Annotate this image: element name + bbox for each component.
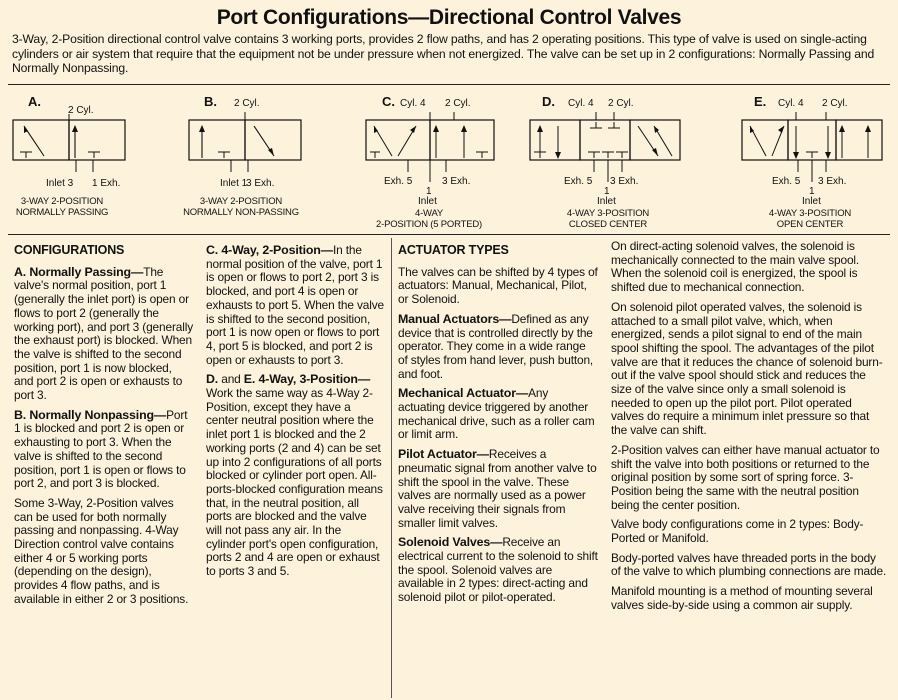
diagram-b-caption-line2: NORMALLY NON-PASSING	[183, 207, 299, 218]
intro-paragraph: 3-Way, 2-Position directional control valve contains 3 working ports, provides 2 flow paths, and has 2 operating positions. This type of valve is used on single-acting cylinders or air system that require that the equipment not be under pressure when not energized. The valve can be set up in 2 configurations: Normally Passing and Normally Nonpassing.	[12, 32, 875, 76]
diagram-d-port-2: 2 Cyl.	[608, 98, 634, 109]
diagram-e-port-4: Cyl. 4	[778, 98, 804, 109]
manifold-paragraph: Manifold mounting is a method of mounting several valves side-by-side using a common air supply.	[611, 584, 873, 612]
diagram-c-caption	[354, 208, 504, 230]
manual-actuators-paragraph	[398, 313, 598, 382]
config-de-text: Work the same way as 4-Way 2-Position, except they have a center neutral position where the inlet port 1 is blocked and the 2 working ports (2 and 4) can be set up into 2 configurations of all ports blocked or cylinder port open. All-ports-blocked configuration means that, in the neutral position, all ports are blocked and the valve will not pass any air. In the cylinder port's open configuration, ports 2 and 4 are open or exhaust to ports 3 and 5.	[206, 386, 383, 579]
actuator-intro: The valves can be shifted by 4 types of actuators: Manual, Mechanical, Pilot, or Solenoid.	[398, 264, 598, 307]
diagram-b-letter: B.	[204, 94, 217, 109]
solenoid-valves-title: Solenoid Valves—	[398, 535, 503, 550]
diagram-b-port-2: 2 Cyl.	[234, 98, 260, 109]
config-a-title: A. Normally Passing—	[14, 264, 144, 279]
diagram-d-caption-line2: CLOSED CENTER	[568, 219, 648, 230]
diagram-d-port-3: 3 Exh.	[610, 176, 639, 187]
diagram-b-caption-line1: 3-WAY 2-POSITION	[199, 196, 283, 207]
diagram-a-caption-line2: NORMALLY PASSING	[15, 207, 109, 218]
mechanical-actuator-text: Any actuating device triggered by another mechanical drive, such as a roller cam or limit arm.	[398, 386, 595, 442]
diagram-a-caption	[12, 196, 112, 218]
text-columns	[0, 238, 898, 698]
config-de-and: and	[218, 372, 244, 387]
pilot-actuator-title: Pilot Actuator—	[398, 447, 489, 462]
body-configurations-paragraph: Valve body configurations come in 2 types: Body-Ported or Manifold.	[611, 517, 864, 546]
body-ported-paragraph: Body-ported valves have threaded ports in the body of the valve to which plumbing connections are made.	[611, 550, 887, 579]
pilot-actuator-paragraph	[398, 448, 598, 530]
diagram-b-port-1: Inlet 1	[220, 178, 248, 189]
diagram-a-port-2: 2 Cyl.	[68, 105, 94, 116]
diagram-c-port-4: Cyl. 4	[400, 98, 426, 109]
manual-actuators-text: Defined as any device that is controlled directly by the operator. They come in a wide range of styles from hand lever, push button, and foot.	[398, 311, 594, 381]
diagram-e-caption	[740, 208, 880, 230]
diagram-d	[518, 92, 702, 232]
manual-actuators-title: Manual Actuators—	[398, 311, 512, 326]
diagram-e-inlet: Inlet	[802, 196, 821, 207]
diagram-e-caption-line1: 4-WAY 3-POSITION	[768, 208, 852, 219]
diagram-e	[728, 92, 898, 232]
diagram-d-port-4: Cyl. 4	[568, 98, 594, 109]
page-title: Port Configurations—Directional Control Valves	[216, 6, 682, 29]
diagram-b-caption	[176, 196, 306, 218]
config-summary-paragraph: Some 3-Way, 2-Position valves can be used for both normally passing and nonpassing. 4-Way Direction control valve contains either 4 or 5 working ports (depending on the design), provides 4 flow paths, and is available in either 2 or 3 positions.	[14, 495, 189, 606]
solenoid-valves-text: Receive an electrical current to the solenoid to shift the spool. Solenoid valves are available in 2 types: direct-acting and solenoid pilot or pilot-operated.	[398, 535, 598, 605]
diagram-d-port-1: 1	[604, 186, 610, 197]
diagram-c-inlet: Inlet	[418, 196, 437, 207]
diagram-c-port-3: 3 Exh.	[442, 176, 471, 187]
diagram-c-caption-line2: 2-POSITION (5 PORTED)	[376, 219, 482, 230]
two-position-paragraph: 2-Position valves can either have manual actuator to shift the valve into both positions or returned to the original position by some sort of spring force. 3-Position being the same with the neutral position being the center position.	[611, 442, 880, 512]
diagram-d-port-5: Exh. 5	[564, 176, 593, 187]
direct-acting-paragraph: On direct-acting solenoid valves, the solenoid is mechanically connected to the main valve spool. When the solenoid coil is energized, the spool is shifted due to mechanical connection.	[611, 239, 860, 295]
column-divider	[391, 238, 392, 698]
config-a-text: The valve's normal position, port 1 (generally the inlet port) is open or flows to port 2 (generally the working port), and port 3 (generally the exhaust port) is blocked. When the valve is shifted to the second position, port 1 is now blocked, and port 2 is open or exhausts to port 3.	[14, 264, 193, 403]
config-de-paragraph	[206, 373, 384, 579]
config-e-title: E. 4-Way, 3-Position—	[243, 372, 371, 387]
config-c-paragraph	[206, 244, 384, 367]
config-b-text: Port 1 is blocked and port 2 is open or exhausting to port 3. When the valve is shifted to the second position, port 1 is open or flows to port 2, and port 3 is blocked.	[14, 407, 188, 491]
mechanical-actuator-title: Mechanical Actuator—	[398, 386, 529, 401]
diagram-d-letter: D.	[542, 94, 555, 109]
diagram-a-port-3: Inlet 3	[46, 178, 74, 189]
column-actuators	[398, 244, 598, 611]
diagram-c-port-5: Exh. 5	[384, 176, 413, 187]
diagram-c-port-1: 1	[426, 186, 432, 197]
diagram-a-caption-line1: 3-WAY 2-POSITION	[20, 196, 104, 207]
divider-top	[8, 84, 890, 85]
diagram-e-port-3: 3 Exh.	[818, 176, 847, 187]
solenoid-valves-paragraph	[398, 536, 598, 605]
config-c-title: C. 4-Way, 2-Position—	[206, 243, 333, 257]
diagram-a-letter: A.	[28, 94, 41, 109]
pilot-actuator-text: Receives a pneumatic signal from another valve to shift the spool in the valve. These valves are normally used as a power valve receiving their signals from smaller limit valves.	[398, 447, 597, 530]
diagram-a	[0, 92, 170, 232]
column-solenoid-details	[611, 240, 887, 619]
diagram-c-letter: C.	[382, 94, 395, 109]
pilot-operated-paragraph: On solenoid pilot operated valves, the solenoid is attached to a small pilot valve, which, when energized, sends a pilot signal to end of the main spool shifting the spool. The advantages of the pilot valve are that it reduces the chance of solenoid burn-out if the valve spool should stick and reduces the size of the valve since only a small solenoid is needed to open up the pilot port. Pilot operated valves do require a minimum inlet pressure so that the valve can shift.	[611, 299, 883, 438]
diagram-b-port-3: 3 Exh.	[246, 178, 275, 189]
mechanical-actuator-paragraph	[398, 387, 598, 442]
diagram-e-letter: E.	[754, 94, 767, 109]
divider-middle	[8, 234, 890, 235]
configurations-heading: CONFIGURATIONS	[14, 243, 125, 257]
column-configurations	[14, 244, 194, 613]
diagram-c-port-2: 2 Cyl.	[445, 98, 471, 109]
config-c-text: In the normal position of the valve, port 1 is open or flows to port 2, port 3 is blocked, and port 4 is open or exhausts to port 5. When the valve is shifted to the second position, port 1 is now open or flows to port 4, port 5 is blocked, and port 2 is open or exhausts to port 3.	[206, 243, 384, 367]
config-d-title: D.	[206, 372, 219, 387]
valve-diagrams	[0, 92, 898, 232]
diagram-e-port-5: Exh. 5	[772, 176, 801, 187]
config-b-title: B. Normally Nonpassing—	[14, 407, 167, 422]
diagram-d-inlet: Inlet	[597, 196, 616, 207]
diagram-c-caption-line1: 4-WAY	[414, 208, 444, 219]
column-4way	[206, 244, 384, 585]
diagram-c	[352, 92, 512, 232]
diagram-b	[176, 92, 346, 232]
diagram-a-port-1: 1 Exh.	[92, 178, 121, 189]
diagram-d-caption-line1: 4-WAY 3-POSITION	[566, 208, 650, 219]
diagram-d-caption	[538, 208, 678, 230]
config-a-paragraph	[14, 266, 194, 403]
config-b-paragraph	[14, 409, 194, 491]
diagram-e-port-2: 2 Cyl.	[822, 98, 848, 109]
diagram-e-port-1: 1	[809, 186, 815, 197]
actuator-types-heading: ACTUATOR TYPES	[398, 243, 509, 257]
diagram-e-caption-line2: OPEN CENTER	[776, 219, 844, 230]
